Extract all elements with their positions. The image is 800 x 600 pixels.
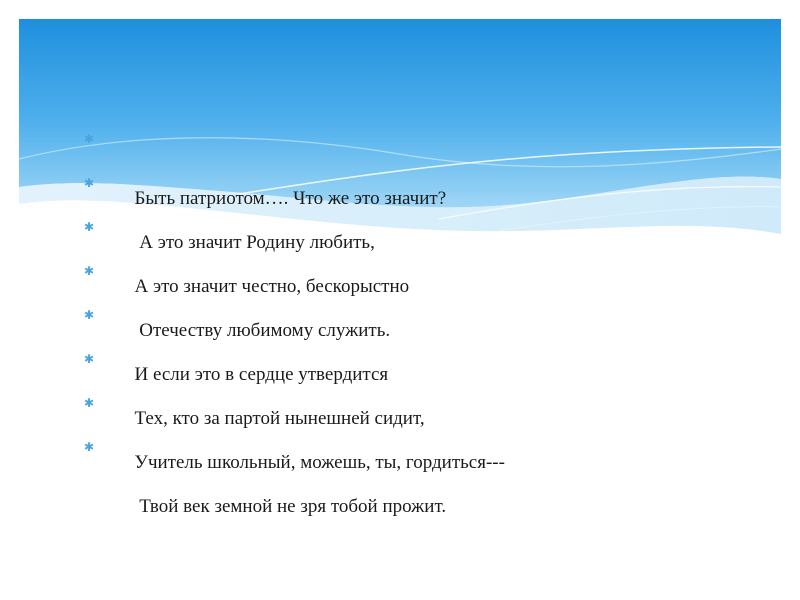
asterisk-icon: ✱ — [84, 132, 95, 146]
line-text: И если это в сердце утвердится — [134, 364, 389, 385]
line-text: Учитель школьный, можешь, ты, гордиться--- — [134, 452, 505, 473]
asterisk-icon: ✱ — [84, 264, 95, 278]
asterisk-icon: ✱ — [84, 440, 95, 454]
asterisk-icon: ✱ — [84, 352, 95, 366]
line-text: Твой век земной не зря тобой прожит. — [134, 496, 447, 517]
line-text: А это значит Родину любить, — [134, 232, 375, 253]
asterisk-icon: ✱ — [84, 396, 95, 410]
asterisk-icon: ✱ — [84, 220, 95, 234]
asterisk-icon: ✱ — [84, 308, 95, 322]
asterisk-icon: ✱ — [84, 176, 95, 190]
line-text: Отечеству любимому служить. — [134, 320, 391, 341]
line-text: Быть патриотом…. Что же это значит? — [134, 188, 447, 209]
poem-list — [84, 124, 764, 517]
line-text: Тех, кто за партой нынешней сидит, — [134, 408, 425, 429]
list-item — [84, 124, 764, 209]
line-text: А это значит честно, бескорыстно — [134, 276, 410, 297]
